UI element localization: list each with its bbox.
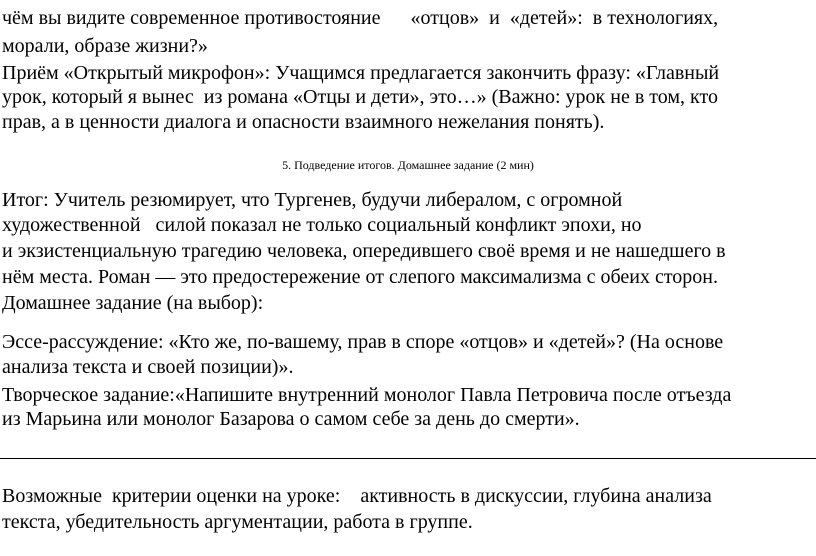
creative-line-2: из Марьина или монолог Базарова о самом себе за день до смерти». [2,408,580,430]
creative-line-1: Творческое задание:«Напишите внутренний монолог Павла Петровича после отъезда [2,384,732,406]
essay-line-2: анализа текста и своей позиции)». [2,356,294,378]
criteria-line-2: текста, убедительность аргументации, работа в группе. [2,511,473,533]
open-mic-line-1: Приём «Открытый микрофон»: Учащимся предлагается закончить фразу: «Главный [2,62,720,84]
horizontal-rule [0,458,816,459]
homework-heading: Домашнее задание (на выбор): [2,292,264,314]
intro-line-1: чём вы видите современное противостояние «отцов» и «детей»: в технологиях, [2,7,719,29]
open-mic-line-3: прав, а в ценности диалога и опасности взаимного нежелания понять). [2,111,605,133]
summary-line-4: нём места. Роман — это предостережение от слепого максимализма с обеих сторон. [2,266,718,288]
summary-line-2: художественной силой показал не только социальный конфликт эпохи, но [2,214,642,236]
summary-line-1: Итог: Учитель резюмирует, что Тургенев, будучи либералом, с огромной [2,189,623,211]
open-mic-line-2: урок, который я вынес из романа «Отцы и дети», это…» (Важно: урок не в том, кто [2,86,718,108]
summary-line-3: и экзистенциальную трагедию человека, опередившего своё время и не нашедшего в [2,240,726,262]
criteria-line-1: Возможные критерии оценки на уроке: активность в дискуссии, глубина анализа [2,485,712,507]
intro-line-2: морали, образе жизни?» [2,35,208,57]
section-heading: 5. Подведение итогов. Домашнее задание (2 мин) [282,158,534,172]
essay-line-1: Эссе-рассуждение: «Кто же, по-вашему, прав в споре «отцов» и «детей»? (На основе [2,331,724,353]
